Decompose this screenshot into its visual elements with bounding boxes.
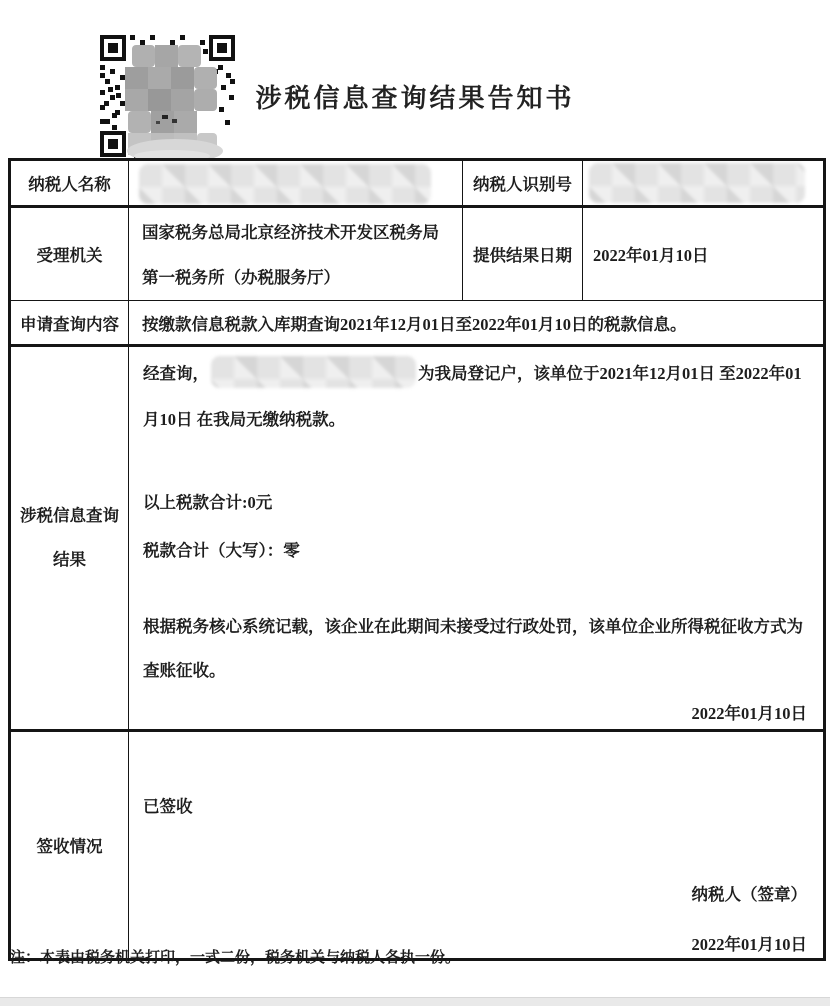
result-total-cn-line: 税款合计（大写）：零 — [143, 541, 300, 560]
sign-label: 签收情况 — [10, 731, 129, 960]
result-label — [10, 346, 129, 731]
viewer-bottom-bar — [0, 997, 830, 1006]
result-date-label: 提供结果日期 — [463, 207, 583, 301]
result-label-line1: 涉税信息查询 — [20, 506, 119, 525]
notice-table — [8, 158, 826, 961]
result-label-line2: 结果 — [53, 550, 86, 569]
table-row-authority — [10, 207, 825, 301]
taxpayer-id-label: 纳税人识别号 — [463, 160, 583, 207]
redacted-taxpayer-id — [589, 163, 805, 203]
result-paragraph-1: 经查询， 为我局登记户，该单位于2021年12月01日 至2022年01月10日 在我局无缴纳税款。 — [143, 351, 807, 443]
table-row-result — [10, 346, 825, 731]
taxpayer-name-value-cell — [129, 160, 463, 207]
sign-content-cell — [129, 731, 825, 960]
result-date-value: 2022年01月10日 — [593, 246, 709, 265]
query-label: 申请查询内容 — [10, 301, 129, 346]
authority-line2: 第一税务所（办税服务厅） — [142, 268, 340, 287]
authority-value-cell — [129, 207, 463, 301]
result-totals — [143, 479, 807, 575]
page-title: 涉税信息查询结果告知书 — [255, 84, 575, 113]
query-content-cell — [129, 301, 825, 346]
taxpayer-id-value-cell — [583, 160, 825, 207]
result-total-line: 以上税款合计:0元 — [143, 493, 273, 512]
authority-line1: 国家税务总局北京经济技术开发区税务局 — [142, 223, 439, 242]
sign-signer-label: 纳税人（签章） — [691, 885, 807, 904]
sign-status: 已签收 — [143, 797, 193, 816]
result-paragraph-2: 根据税务核心系统记载，该企业在此期间未接受过行政处罚，该单位企业所得税征收方式为查账征收。 — [143, 617, 803, 680]
query-content: 按缴款信息税款入库期查询2021年12月01日至2022年01月10日的税款信息。 — [142, 314, 687, 334]
table-row-taxpayer — [10, 160, 825, 207]
taxpayer-name-label: 纳税人名称 — [10, 160, 129, 207]
result-date: 2022年01月10日 — [691, 704, 807, 723]
result-date-value-cell — [583, 207, 825, 301]
redacted-taxpayer-name — [139, 164, 431, 204]
authority-label: 受理机关 — [10, 207, 129, 301]
table-row-sign — [10, 731, 825, 960]
redacted-company-name — [211, 356, 416, 388]
sign-date: 2022年01月10日 — [691, 935, 807, 954]
result-content-cell — [129, 346, 825, 731]
footnote: 注：本表由税务机关打印，一式二份，税务机关与纳税人各执一份。 — [10, 950, 461, 966]
table-row-query — [10, 301, 825, 346]
